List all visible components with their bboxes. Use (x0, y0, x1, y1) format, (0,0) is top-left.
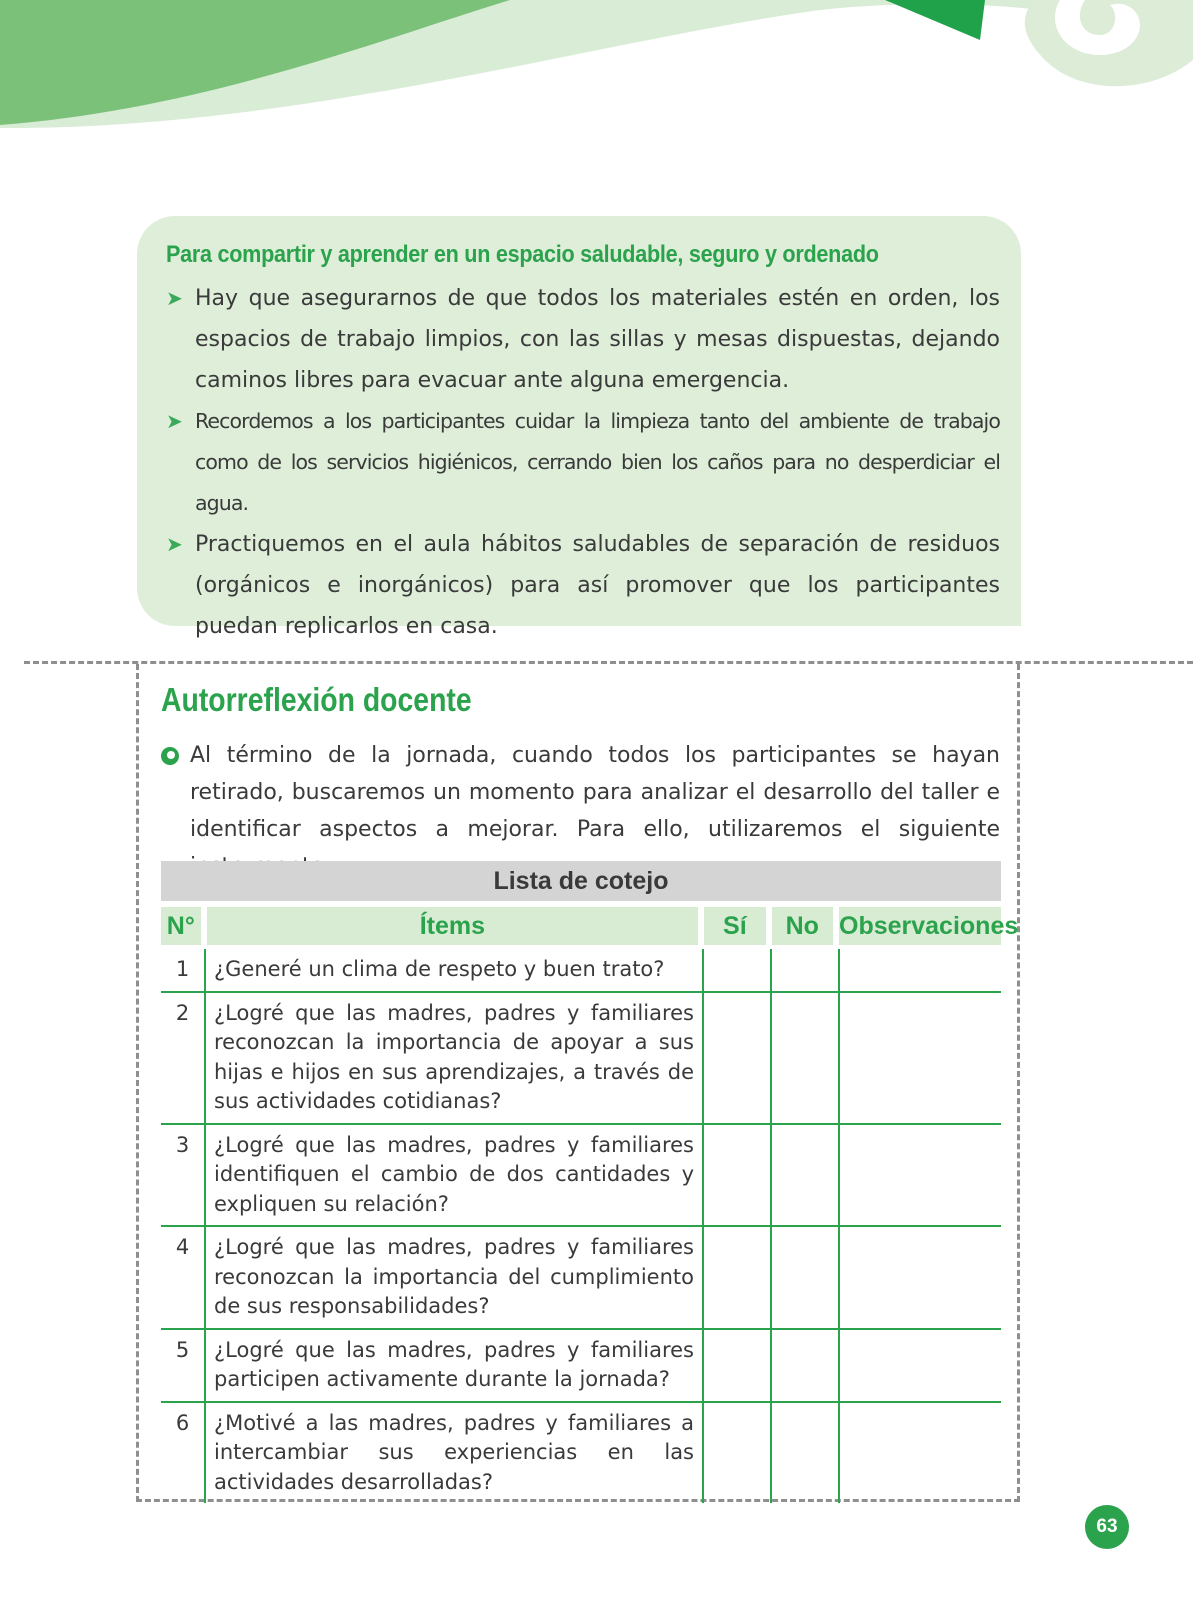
header-swoosh-decoration (0, 0, 1193, 140)
checklist-body (161, 949, 1001, 1503)
header-num: N° (161, 907, 201, 945)
header-obs: Observaciones (839, 907, 1001, 945)
si-cell[interactable] (704, 1330, 772, 1401)
tip-item-text: Recordemos a los participantes cuidar la limpieza tanto del ambiente de trabajo como de los servicios higiénicos, cerrando bien los caños para no desperdiciar el agua. (195, 409, 1000, 515)
no-cell[interactable] (772, 993, 840, 1123)
table-row (161, 949, 1001, 993)
row-number: 6 (161, 1403, 206, 1504)
si-cell[interactable] (704, 1403, 772, 1504)
si-cell[interactable] (704, 1227, 772, 1328)
arrow-bullet-icon: ➤ (166, 532, 183, 556)
observations-cell[interactable] (840, 949, 1001, 991)
header-item: Ítems (207, 907, 698, 945)
row-number: 1 (161, 949, 206, 991)
tip-list (166, 278, 1000, 647)
row-item: ¿Logré que las madres, padres y familiares reconozcan la importancia del cumplimiento de sus responsabilidades? (206, 1227, 704, 1328)
header-si: Sí (704, 907, 765, 945)
tip-item-text: Practiquemos en el aula hábitos saludables de separación de residuos (orgánicos e inorgánicos) para así promover que los participantes puedan replicarlos en casa. (195, 532, 1000, 639)
tip-item (166, 278, 1000, 401)
intro-text: Al término de la jornada, cuando todos los participantes se hayan retirado, buscaremos un momento para analizar el desarrollo del taller e identificar aspectos a mejorar. Para ello, utilizaremos el siguiente (190, 743, 1000, 842)
page-number: 63 (1085, 1505, 1129, 1549)
no-cell[interactable] (772, 1403, 840, 1504)
observations-cell[interactable] (840, 1330, 1001, 1401)
no-cell[interactable] (772, 1125, 840, 1226)
no-cell[interactable] (772, 949, 840, 991)
row-item: ¿Logré que las madres, padres y familiares reconozcan la importancia de apoyar a sus hijas e hijos en sus aprendizajes, a través de sus actividades cotidianas? (206, 993, 704, 1123)
row-item: ¿Generé un clima de respeto y buen trato? (206, 949, 704, 991)
no-cell[interactable] (772, 1227, 840, 1328)
tip-box-title: Para compartir y aprender en un espacio saludable, seguro y ordenado (166, 241, 879, 268)
si-cell[interactable] (704, 949, 772, 991)
observations-cell[interactable] (840, 1125, 1001, 1226)
arrow-bullet-icon: ➤ (166, 409, 182, 433)
row-item: ¿Motivé a las madres, padres y familiares a intercambiar sus experiencias en las actividades desarrolladas? (206, 1403, 704, 1504)
si-cell[interactable] (704, 1125, 772, 1226)
circle-bullet-icon (161, 747, 179, 765)
arrow-bullet-icon: ➤ (166, 286, 183, 310)
observations-cell[interactable] (840, 1403, 1001, 1504)
row-item: ¿Logré que las madres, padres y familiares identifiquen el cambio de dos cantidades y expliquen su relación? (206, 1125, 704, 1226)
table-row (161, 1125, 1001, 1228)
table-row (161, 1227, 1001, 1330)
observations-cell[interactable] (840, 993, 1001, 1123)
table-row (161, 1330, 1001, 1403)
si-cell[interactable] (704, 993, 772, 1123)
tip-item (166, 524, 1000, 647)
checklist-title: Lista de cotejo (161, 861, 1001, 901)
checklist-table (161, 861, 1019, 1503)
tip-item (166, 401, 1000, 524)
row-item: ¿Logré que las madres, padres y familiares participen activamente durante la jornada? (206, 1330, 704, 1401)
section-title: Autorreflexión docente (161, 681, 472, 718)
checklist-header-row (161, 907, 1019, 945)
table-row (161, 993, 1001, 1125)
row-number: 2 (161, 993, 206, 1123)
no-cell[interactable] (772, 1330, 840, 1401)
tip-item-text: Hay que asegurarnos de que todos los materiales estén en orden, los espacios de trabajo limpios, con las sillas y mesas dispuestas, dejando caminos libres para evacuar ante alguna emergencia. (195, 286, 1000, 393)
observations-cell[interactable] (840, 1227, 1001, 1328)
row-number: 4 (161, 1227, 206, 1328)
row-number: 3 (161, 1125, 206, 1226)
table-row (161, 1403, 1001, 1504)
row-number: 5 (161, 1330, 206, 1401)
header-no: No (772, 907, 833, 945)
